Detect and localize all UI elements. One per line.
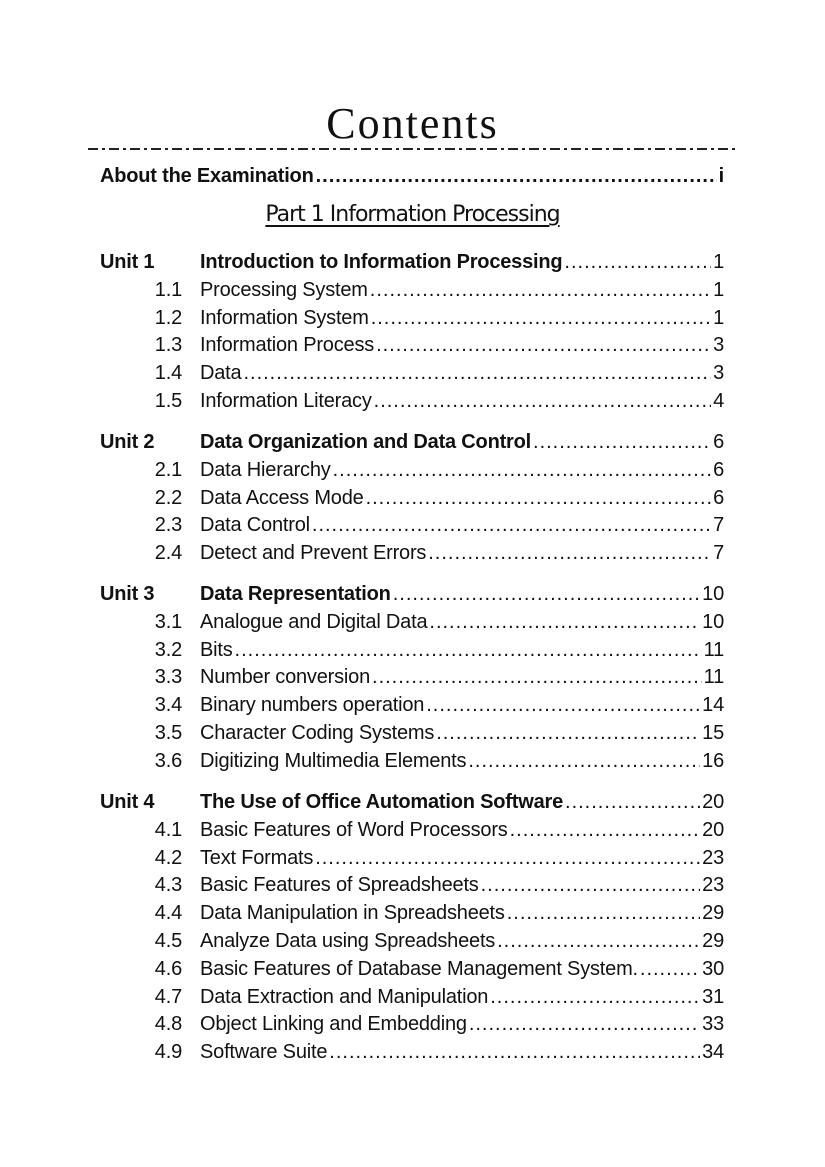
unit-number: Unit 1 bbox=[100, 251, 155, 273]
toc-unit-entry[interactable] bbox=[100, 581, 724, 607]
section-number: 2.1 bbox=[154, 458, 182, 481]
section-number: 4.9 bbox=[154, 1041, 182, 1064]
dot-leader bbox=[510, 817, 701, 843]
dot-leader bbox=[372, 664, 702, 690]
toc-unit-entry[interactable] bbox=[100, 429, 724, 455]
section-number: 1.5 bbox=[154, 390, 182, 412]
toc-section-entry[interactable] bbox=[100, 388, 724, 414]
section-title: Data Control bbox=[200, 514, 310, 537]
unit-number: Unit 3 bbox=[100, 583, 155, 605]
section-number: 4.1 bbox=[154, 818, 182, 841]
entry-page: 3 bbox=[713, 334, 724, 357]
toc-section-entry[interactable] bbox=[100, 748, 724, 774]
toc-section-entry[interactable] bbox=[100, 457, 724, 483]
section-title: Digitizing Multimedia Elements bbox=[200, 749, 467, 772]
dash-dot-divider bbox=[88, 148, 736, 150]
section-title: Basic Features of Word Processors bbox=[200, 818, 508, 841]
toc-section-entry[interactable] bbox=[100, 817, 724, 843]
toc-section-entry[interactable] bbox=[100, 609, 724, 635]
dot-leader bbox=[366, 485, 712, 511]
section-title: Basic Features of Database Management System. bbox=[200, 957, 638, 980]
entry-page: 7 bbox=[713, 542, 724, 565]
entry-page: 34 bbox=[702, 1041, 724, 1064]
part-heading bbox=[0, 202, 825, 227]
toc-section-entry[interactable] bbox=[100, 637, 724, 663]
section-title: Binary numbers operation bbox=[200, 694, 425, 717]
toc-section-entry[interactable] bbox=[100, 956, 724, 982]
entry-page: 23 bbox=[702, 846, 724, 869]
toc-section-entry[interactable] bbox=[100, 1039, 724, 1065]
dot-leader bbox=[468, 748, 700, 774]
section-number: 1.3 bbox=[154, 334, 182, 357]
section-title: Data Extraction and Manipulation bbox=[200, 985, 489, 1008]
part-heading-text: Part 1 Information Processing bbox=[265, 202, 560, 227]
entry-page: 1 bbox=[713, 251, 724, 273]
entry-page: 6 bbox=[713, 458, 724, 481]
section-number: 4.3 bbox=[154, 874, 182, 897]
section-title: Analogue and Digital Data bbox=[200, 610, 428, 633]
entry-page: 30 bbox=[702, 957, 724, 980]
unit-title: Introduction to Information Processing bbox=[200, 251, 563, 273]
entry-page: 14 bbox=[702, 694, 724, 717]
section-title: Object Linking and Embedding bbox=[200, 1013, 467, 1036]
dot-leader bbox=[370, 277, 711, 303]
section-number: 3.1 bbox=[154, 610, 182, 633]
section-number: 3.4 bbox=[154, 694, 182, 717]
section-title: Information System bbox=[200, 306, 369, 329]
section-number: 3.5 bbox=[154, 722, 182, 744]
unit-title: The Use of Office Automation Software bbox=[200, 791, 564, 813]
section-number: 4.7 bbox=[154, 985, 182, 1008]
entry-page: 11 bbox=[703, 638, 724, 661]
section-title: Character Coding Systems bbox=[200, 722, 435, 744]
toc-section-entry[interactable] bbox=[100, 692, 724, 718]
dot-leader bbox=[235, 637, 702, 663]
toc-unit-entry[interactable] bbox=[100, 249, 724, 275]
toc-entry-about[interactable] bbox=[100, 163, 724, 189]
dot-leader bbox=[533, 429, 711, 455]
section-title: Text Formats bbox=[200, 846, 314, 869]
toc-section-entry[interactable] bbox=[100, 277, 724, 303]
dot-leader bbox=[329, 1039, 700, 1065]
section-number: 4.6 bbox=[154, 957, 182, 980]
dot-leader bbox=[428, 540, 711, 566]
section-number: 3.6 bbox=[154, 749, 182, 772]
section-title: Bits bbox=[200, 638, 233, 661]
dot-leader bbox=[426, 692, 700, 718]
dot-leader bbox=[333, 457, 711, 483]
entry-label: About the Examination bbox=[100, 165, 314, 187]
entry-page: 7 bbox=[713, 514, 724, 537]
page-title: Contents bbox=[326, 99, 499, 148]
section-number: 4.4 bbox=[154, 902, 182, 925]
dot-leader bbox=[469, 1011, 700, 1037]
toc-section-entry[interactable] bbox=[100, 512, 724, 538]
dot-leader bbox=[565, 789, 700, 815]
section-title: Information Process bbox=[200, 334, 375, 357]
toc-section-entry[interactable] bbox=[100, 332, 724, 358]
toc-section-entry[interactable] bbox=[100, 845, 724, 871]
section-number: 4.8 bbox=[154, 1013, 182, 1036]
unit-number: Unit 2 bbox=[100, 431, 155, 453]
section-title: Analyze Data using Spreadsheets bbox=[200, 930, 496, 952]
toc-section-entry[interactable] bbox=[100, 664, 724, 690]
entry-page: 10 bbox=[702, 610, 724, 633]
section-number: 3.2 bbox=[154, 638, 182, 661]
dot-leader bbox=[315, 845, 700, 871]
entry-page: 16 bbox=[702, 749, 724, 772]
unit-title: Data Organization and Data Control bbox=[200, 431, 532, 453]
dot-leader bbox=[429, 609, 700, 635]
unit-number: Unit 4 bbox=[100, 791, 155, 813]
section-number: 4.2 bbox=[154, 846, 182, 869]
dot-leader bbox=[481, 872, 701, 898]
dot-leader bbox=[436, 720, 700, 746]
section-number: 2.3 bbox=[154, 514, 182, 537]
section-title: Detect and Prevent Errors bbox=[200, 542, 427, 565]
section-number: 2.2 bbox=[154, 486, 182, 509]
toc-unit-entry[interactable] bbox=[100, 789, 724, 815]
section-title: Information Literacy bbox=[200, 390, 372, 412]
dot-leader bbox=[640, 956, 700, 982]
section-number: 2.4 bbox=[154, 542, 182, 565]
entry-page: 1 bbox=[713, 306, 724, 329]
entry-page: 29 bbox=[702, 902, 724, 925]
section-title: Data Access Mode bbox=[200, 486, 364, 509]
section-title: Software Suite bbox=[200, 1041, 328, 1064]
toc-section-entry[interactable] bbox=[100, 984, 724, 1010]
section-number: 3.3 bbox=[154, 666, 182, 689]
entry-page: 23 bbox=[702, 874, 724, 897]
section-title: Data Hierarchy bbox=[200, 458, 331, 481]
dot-leader bbox=[497, 928, 700, 954]
dot-leader bbox=[371, 305, 711, 331]
dot-leader bbox=[316, 163, 717, 189]
entry-page: 6 bbox=[713, 431, 724, 453]
entry-page: 31 bbox=[702, 985, 724, 1008]
toc-section-entry[interactable] bbox=[100, 900, 724, 926]
entry-page: 6 bbox=[713, 486, 724, 509]
toc-section-entry[interactable] bbox=[100, 1011, 724, 1037]
entry-page: 4 bbox=[713, 390, 724, 412]
entry-page: 10 bbox=[702, 583, 724, 605]
section-title: Number conversion bbox=[200, 666, 371, 689]
dot-leader bbox=[490, 984, 700, 1010]
dot-leader bbox=[393, 581, 700, 607]
section-number: 1.4 bbox=[154, 362, 182, 385]
dot-leader bbox=[564, 249, 711, 275]
entry-page: 20 bbox=[702, 818, 724, 841]
section-number: 1.1 bbox=[154, 278, 182, 301]
dot-leader bbox=[312, 512, 711, 538]
unit-title: Data Representation bbox=[200, 583, 391, 605]
toc-section-entry[interactable] bbox=[100, 485, 724, 511]
section-title: Data Manipulation in Spreadsheets bbox=[200, 902, 505, 925]
entry-page: i bbox=[718, 165, 724, 187]
entry-page: 11 bbox=[703, 666, 724, 689]
section-title: Basic Features of Spreadsheets bbox=[200, 874, 479, 897]
dot-leader bbox=[376, 332, 711, 358]
entry-page: 29 bbox=[702, 930, 724, 952]
section-number: 1.2 bbox=[154, 306, 182, 329]
entry-page: 33 bbox=[702, 1013, 724, 1036]
entry-page: 1 bbox=[713, 278, 724, 301]
toc-section-entry[interactable] bbox=[100, 720, 724, 746]
toc-section-entry[interactable] bbox=[100, 305, 724, 331]
dot-leader bbox=[507, 900, 700, 926]
dot-leader bbox=[374, 388, 711, 414]
entry-page: 15 bbox=[702, 722, 724, 744]
dot-leader bbox=[243, 360, 711, 386]
toc-section-entry[interactable] bbox=[100, 360, 724, 386]
section-title: Data bbox=[200, 362, 242, 385]
section-number: 4.5 bbox=[154, 930, 182, 952]
toc-section-entry[interactable] bbox=[100, 928, 724, 954]
toc-section-entry[interactable] bbox=[100, 540, 724, 566]
entry-page: 20 bbox=[702, 791, 724, 813]
entry-page: 3 bbox=[713, 362, 724, 385]
section-title: Processing System bbox=[200, 278, 368, 301]
toc-section-entry[interactable] bbox=[100, 872, 724, 898]
